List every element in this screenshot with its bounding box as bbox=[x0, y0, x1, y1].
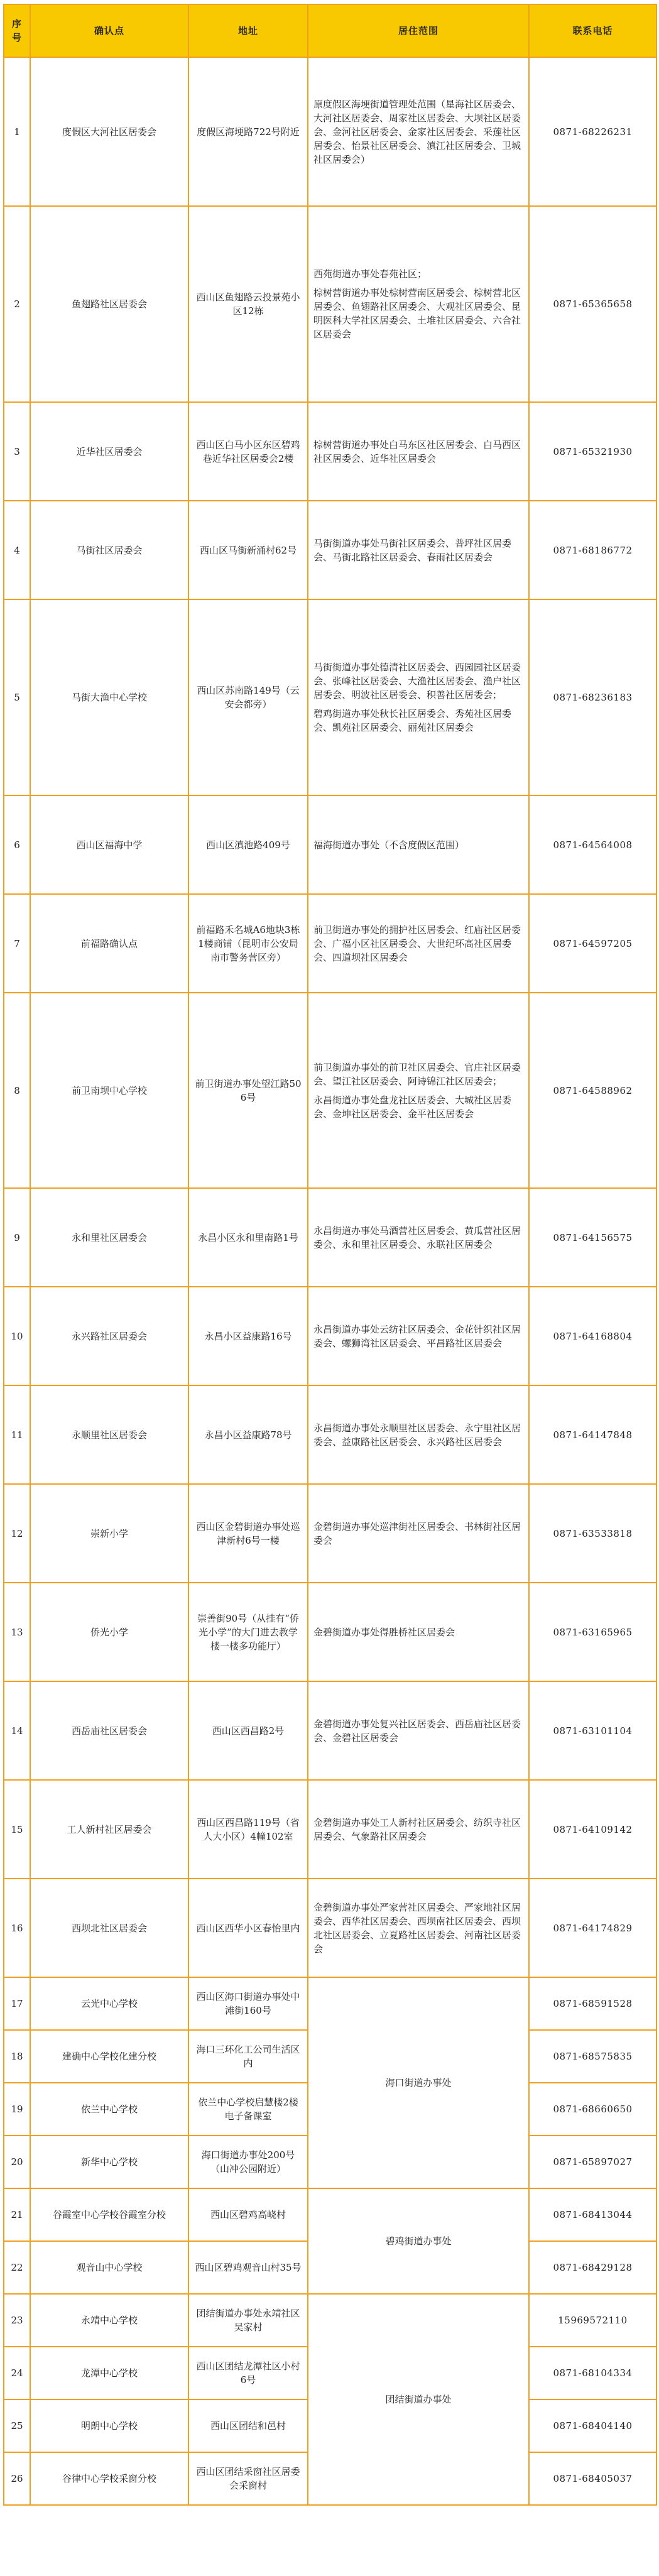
table-row bbox=[4, 1681, 656, 1780]
cell-no: 26 bbox=[4, 2452, 30, 2505]
cell-point: 马街大渔中心学校 bbox=[30, 599, 188, 795]
cell-scope bbox=[308, 599, 529, 795]
cell-address: 前福路禾名城A6地块3栋1楼商铺（昆明市公安局南市警务营区旁） bbox=[188, 894, 308, 993]
cell-phone: 0871-68236183 bbox=[529, 599, 656, 795]
scope-text: 金碧街道办事处巡津街社区居委会、书林街社区居委会 bbox=[313, 1520, 521, 1546]
cell-address: 西山区碧鸡观音山村35号 bbox=[188, 2241, 308, 2294]
cell-no: 23 bbox=[4, 2294, 30, 2347]
cell-address: 永昌小区永和里南路1号 bbox=[188, 1188, 308, 1287]
cell-address: 度假区海埂路722号附近 bbox=[188, 57, 308, 206]
cell-scope-merged-biji: 碧鸡街道办事处 bbox=[308, 2188, 529, 2294]
cell-no: 16 bbox=[4, 1879, 30, 1977]
scope-text: 金碧街道办事处工人新村社区居委会、纺织寺社区居委会、气象路社区居委会 bbox=[313, 1816, 521, 1842]
cell-address: 前卫街道办事处望江路506号 bbox=[188, 993, 308, 1188]
scope-text: 棕树营街道办事处棕树营南区居委会、棕树营北区居委会、鱼翅路社区居委会、大观社区居委会、昆明医科大学社区居委会、土堆社区居委会、六合社区居委会 bbox=[313, 287, 521, 340]
cell-no: 25 bbox=[4, 2399, 30, 2452]
cell-phone: 0871-68186772 bbox=[529, 501, 656, 599]
cell-no: 4 bbox=[4, 501, 30, 599]
cell-phone: 0871-65321930 bbox=[529, 402, 656, 501]
cell-point: 明朗中心学校 bbox=[30, 2399, 188, 2452]
table-row bbox=[4, 1188, 656, 1287]
cell-phone: 0871-68429128 bbox=[529, 2241, 656, 2294]
cell-phone: 0871-65897027 bbox=[529, 2136, 656, 2188]
cell-address: 崇善街90号（从挂有“侨光小学”的大门进去教学楼一楼多功能厅） bbox=[188, 1583, 308, 1681]
table-row bbox=[4, 57, 656, 206]
cell-phone: 0871-68575835 bbox=[529, 2030, 656, 2083]
cell-point: 马街社区居委会 bbox=[30, 501, 188, 599]
cell-no: 3 bbox=[4, 402, 30, 501]
cell-scope-merged-tuanjie: 团结街道办事处 bbox=[308, 2294, 529, 2505]
cell-no: 18 bbox=[4, 2030, 30, 2083]
cell-scope bbox=[308, 1780, 529, 1879]
cell-address: 西山区西华小区春怡里内 bbox=[188, 1879, 308, 1977]
table-row bbox=[4, 1879, 656, 1977]
cell-phone: 0871-64156575 bbox=[529, 1188, 656, 1287]
cell-phone: 0871-68104334 bbox=[529, 2347, 656, 2399]
scope-text: 马街街道办事处德清社区居委会、西园园社区居委会、张峰社区居委会、大渔社区居委会、渔户社区居委会、明波社区居委会、积善社区居委会； bbox=[313, 662, 521, 701]
cell-scope bbox=[308, 1188, 529, 1287]
cell-point: 侨光小学 bbox=[30, 1583, 188, 1681]
cell-no: 10 bbox=[4, 1287, 30, 1385]
cell-address: 西山区海口街道办事处中滩街160号 bbox=[188, 1977, 308, 2030]
cell-no: 17 bbox=[4, 1977, 30, 2030]
cell-scope bbox=[308, 1287, 529, 1385]
cell-address: 西山区碧鸡高峣村 bbox=[188, 2188, 308, 2241]
cell-point: 近华社区居委会 bbox=[30, 402, 188, 501]
cell-phone: 0871-63165965 bbox=[529, 1583, 656, 1681]
cell-address: 西山区西昌路119号（省人大小区）4幢102室 bbox=[188, 1780, 308, 1879]
cell-phone: 0871-63101104 bbox=[529, 1681, 656, 1780]
cell-address: 西山区西昌路2号 bbox=[188, 1681, 308, 1780]
scope-text: 马街街道办事处马街社区居委会、普坪社区居委会、马街北路社区居委会、春雨社区居委会 bbox=[313, 537, 512, 563]
cell-phone: 0871-64597205 bbox=[529, 894, 656, 993]
scope-text: 福海街道办事处（不含度假区范围） bbox=[313, 839, 465, 851]
cell-no: 1 bbox=[4, 57, 30, 206]
cell-phone: 0871-68591528 bbox=[529, 1977, 656, 2030]
cell-no: 21 bbox=[4, 2188, 30, 2241]
cell-phone: 0871-64109142 bbox=[529, 1780, 656, 1879]
cell-phone: 0871-68413044 bbox=[529, 2188, 656, 2241]
header-address: 地址 bbox=[188, 4, 308, 57]
cell-scope bbox=[308, 1879, 529, 1977]
cell-phone: 15969572110 bbox=[529, 2294, 656, 2347]
cell-scope bbox=[308, 1484, 529, 1583]
cell-no: 19 bbox=[4, 2083, 30, 2136]
cell-address: 西山区滇池路409号 bbox=[188, 795, 308, 894]
cell-point: 度假区大河社区居委会 bbox=[30, 57, 188, 206]
cell-point: 谷霞室中心学校谷霞室分校 bbox=[30, 2188, 188, 2241]
scope-text: 永昌街道办事处盘龙社区居委会、大城社区居委会、金坤社区居委会、金平社区居委会 bbox=[313, 1094, 512, 1120]
cell-address: 永昌小区益康路78号 bbox=[188, 1385, 308, 1484]
cell-point: 西坝北社区居委会 bbox=[30, 1879, 188, 1977]
cell-phone: 0871-64588962 bbox=[529, 993, 656, 1188]
cell-no: 20 bbox=[4, 2136, 30, 2188]
table-row bbox=[4, 1385, 656, 1484]
cell-scope bbox=[308, 501, 529, 599]
cell-point: 云光中心学校 bbox=[30, 1977, 188, 2030]
cell-no: 2 bbox=[4, 206, 30, 402]
table-row bbox=[4, 206, 656, 402]
cell-scope bbox=[308, 402, 529, 501]
cell-no: 24 bbox=[4, 2347, 30, 2399]
cell-no: 5 bbox=[4, 599, 30, 795]
scope-text: 前卫街道办事处的前卫社区居委会、官庄社区居委会、望江社区居委会、阿诗锦江社区居委会； bbox=[313, 1061, 521, 1087]
scope-text: 原度假区海埂街道管理处范围（星海社区居委会、大河社区居委会、周家社区居委会、大坝社区居委会、金河社区居委会、金家社区居委会、采莲社区居委会、怡景社区居委会、滇江社区居委会、卫城社区居委会） bbox=[313, 98, 521, 165]
table-row bbox=[4, 1287, 656, 1385]
cell-phone: 0871-64174829 bbox=[529, 1879, 656, 1977]
cell-address: 团结街道办事处永靖社区吴家村 bbox=[188, 2294, 308, 2347]
cell-no: 8 bbox=[4, 993, 30, 1188]
table-row bbox=[4, 993, 656, 1188]
table-row bbox=[4, 2294, 656, 2347]
scope-text: 金碧街道办事处严家营社区居委会、严家地社区居委会、西华社区居委会、西坝南社区居委会、西坝北社区居委会、立夏路社区居委会、河南社区居委会 bbox=[313, 1901, 521, 1955]
cell-point: 永顺里社区居委会 bbox=[30, 1385, 188, 1484]
cell-no: 9 bbox=[4, 1188, 30, 1287]
cell-point: 西山区福海中学 bbox=[30, 795, 188, 894]
cell-address: 海口街道办事处200号（山冲公园附近） bbox=[188, 2136, 308, 2188]
scope-text: 棕树营街道办事处白马东区社区居委会、白马西区社区居委会、近华社区居委会 bbox=[313, 439, 521, 464]
scope-text: 永昌街道办事处永顺里社区居委会、永宁里社区居委会、益康路社区居委会、永兴路社区居委会 bbox=[313, 1422, 521, 1448]
table-body bbox=[4, 57, 656, 2505]
cell-point: 龙潭中心学校 bbox=[30, 2347, 188, 2399]
cell-address: 西山区团结龙潭社区小村6号 bbox=[188, 2347, 308, 2399]
cell-no: 15 bbox=[4, 1780, 30, 1879]
cell-address: 西山区金碧街道办事处巡津新村6号一楼 bbox=[188, 1484, 308, 1583]
cell-point: 永兴路社区居委会 bbox=[30, 1287, 188, 1385]
cell-no: 11 bbox=[4, 1385, 30, 1484]
cell-point: 鱼翅路社区居委会 bbox=[30, 206, 188, 402]
header-scope: 居住范围 bbox=[308, 4, 529, 57]
cell-phone: 0871-65365658 bbox=[529, 206, 656, 402]
scope-text: 西苑街道办事处春苑社区； bbox=[313, 268, 427, 280]
cell-phone: 0871-64147848 bbox=[529, 1385, 656, 1484]
table-row bbox=[4, 599, 656, 795]
confirmation-points-table bbox=[3, 4, 657, 2506]
cell-point: 依兰中心学校 bbox=[30, 2083, 188, 2136]
cell-phone: 0871-64564008 bbox=[529, 795, 656, 894]
cell-no: 7 bbox=[4, 894, 30, 993]
cell-point: 工人新村社区居委会 bbox=[30, 1780, 188, 1879]
cell-point: 永和里社区居委会 bbox=[30, 1188, 188, 1287]
header-no: 序号 bbox=[4, 4, 30, 57]
cell-phone: 0871-68405037 bbox=[529, 2452, 656, 2505]
cell-point: 西岳庙社区居委会 bbox=[30, 1681, 188, 1780]
cell-no: 14 bbox=[4, 1681, 30, 1780]
cell-point: 前卫南坝中心学校 bbox=[30, 993, 188, 1188]
table-row bbox=[4, 1780, 656, 1879]
cell-scope bbox=[308, 1385, 529, 1484]
scope-text: 碧鸡街道办事处秋长社区居委会、秀苑社区居委会、凯苑社区居委会、丽苑社区居委会 bbox=[313, 708, 512, 733]
cell-point: 谷律中心学校采窗分校 bbox=[30, 2452, 188, 2505]
scope-text: 永昌街道办事处马酒营社区居委会、黄瓜营社区居委会、永和里社区居委会、永联社区居委会 bbox=[313, 1225, 521, 1250]
cell-phone: 0871-64168804 bbox=[529, 1287, 656, 1385]
cell-address: 西山区苏南路149号（云安会都旁） bbox=[188, 599, 308, 795]
cell-scope bbox=[308, 1583, 529, 1681]
header-point: 确认点 bbox=[30, 4, 188, 57]
cell-no: 22 bbox=[4, 2241, 30, 2294]
cell-point: 新华中心学校 bbox=[30, 2136, 188, 2188]
cell-point: 崇新小学 bbox=[30, 1484, 188, 1583]
table-row bbox=[4, 1583, 656, 1681]
table-row bbox=[4, 1977, 656, 2030]
cell-phone: 0871-68404140 bbox=[529, 2399, 656, 2452]
scope-text: 前卫街道办事处的拥护社区居委会、红庙社区居委会、广福小区社区居委会、大世纪环高社区居委会、四道坝社区居委会 bbox=[313, 924, 521, 963]
table-row bbox=[4, 795, 656, 894]
cell-point: 前福路确认点 bbox=[30, 894, 188, 993]
cell-no: 12 bbox=[4, 1484, 30, 1583]
table-row bbox=[4, 501, 656, 599]
scope-text: 金碧街道办事处得胜桥社区居委会 bbox=[313, 1626, 455, 1638]
cell-address: 海口三环化工公司生活区内 bbox=[188, 2030, 308, 2083]
cell-phone: 0871-68226231 bbox=[529, 57, 656, 206]
table-header-row bbox=[4, 4, 656, 57]
cell-point: 建确中心学校化建分校 bbox=[30, 2030, 188, 2083]
cell-scope bbox=[308, 894, 529, 993]
cell-address: 西山区白马小区东区碧鸡巷近华社区居委会2楼 bbox=[188, 402, 308, 501]
cell-address: 永昌小区益康路16号 bbox=[188, 1287, 308, 1385]
cell-scope bbox=[308, 1681, 529, 1780]
cell-no: 13 bbox=[4, 1583, 30, 1681]
scope-text: 永昌街道办事处云纺社区居委会、金花针织社区居委会、螺狮湾社区居委会、平昌路社区居委会 bbox=[313, 1323, 521, 1349]
table-row bbox=[4, 1484, 656, 1583]
table-row bbox=[4, 402, 656, 501]
header-phone: 联系电话 bbox=[529, 4, 656, 57]
cell-address: 西山区马街新涌村62号 bbox=[188, 501, 308, 599]
cell-point: 永靖中心学校 bbox=[30, 2294, 188, 2347]
cell-address: 西山区鱼翅路云投景苑小区12栋 bbox=[188, 206, 308, 402]
cell-phone: 0871-68660650 bbox=[529, 2083, 656, 2136]
table-row bbox=[4, 2188, 656, 2241]
cell-address: 西山区团结和邑村 bbox=[188, 2399, 308, 2452]
cell-phone: 0871-63533818 bbox=[529, 1484, 656, 1583]
cell-scope bbox=[308, 206, 529, 402]
cell-point: 观音山中心学校 bbox=[30, 2241, 188, 2294]
cell-no: 6 bbox=[4, 795, 30, 894]
cell-scope bbox=[308, 795, 529, 894]
cell-scope bbox=[308, 993, 529, 1188]
scope-text: 金碧街道办事处复兴社区居委会、西岳庙社区居委会、金碧社区居委会 bbox=[313, 1718, 521, 1744]
cell-scope-merged-haikou: 海口街道办事处 bbox=[308, 1977, 529, 2188]
cell-address: 西山区团结采窗社区居委会采窗村 bbox=[188, 2452, 308, 2505]
cell-scope bbox=[308, 57, 529, 206]
table-row bbox=[4, 894, 656, 993]
cell-address: 依兰中心学校启慧楼2楼电子备课室 bbox=[188, 2083, 308, 2136]
